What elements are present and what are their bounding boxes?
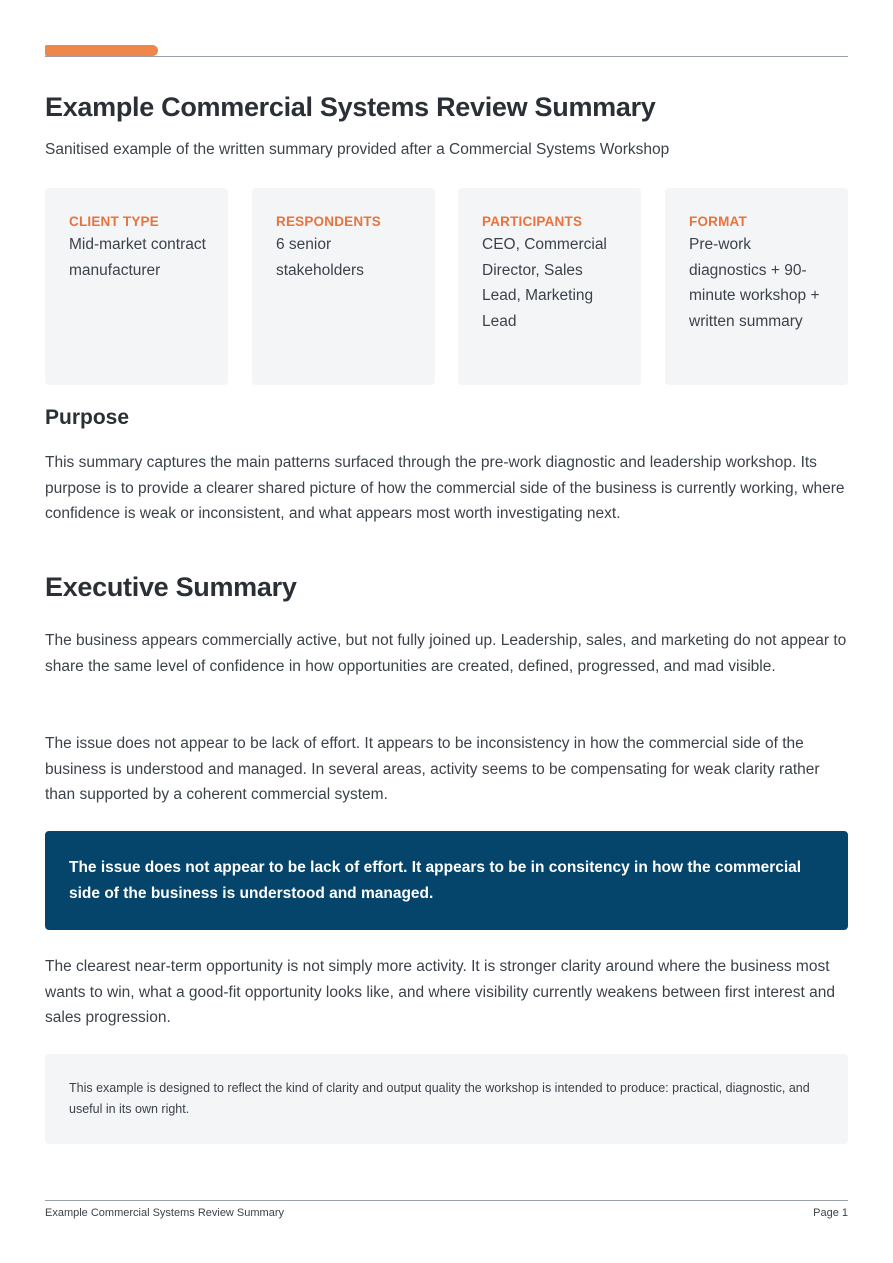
executive-summary-paragraph-2: The issue does not appear to be lack of effort. It appears to be inconsistency in how the commercial side of the business is understood and managed. In several areas, activity seems to be compensating for weak clarity rather than supported by a coherent commercial system.: [45, 735, 820, 804]
page-subtitle: Sanitised example of the written summary provided after a Commercial Systems Workshop: [45, 141, 670, 158]
purpose-paragraph: This summary captures the main patterns surfaced through the pre-work diagnostic and leadership workshop. Its purpose is to provide a clearer shared picture of how the commercial side of the business is currently working, where confidence is weak or inconsistent, and what appears most worth investigating next.: [45, 454, 845, 523]
footer-divider: [45, 1200, 848, 1201]
callout-text: The issue does not appear to be lack of effort. It appears to be in consitency in how the commercial side of the business is understood and managed.: [69, 859, 802, 902]
footer-page-number: Page 1: [813, 1207, 848, 1219]
card-value: Mid-market contract manufacturer: [69, 236, 206, 279]
card-value: Pre-work diagnostics + 90-minute workshop + written summary: [689, 236, 820, 330]
top-accent-bar: [45, 45, 158, 56]
card-value: CEO, Commercial Director, Sales Lead, Marketing Lead: [482, 236, 607, 330]
card-participants: [458, 188, 641, 385]
executive-summary-paragraph-3: The clearest near-term opportunity is not simply more activity. It is stronger clarity around where the business most wants to win, what a good-fit opportunity looks like, and where visibility currently weakens between first interest and sales progression.: [45, 958, 836, 1027]
card-format: [665, 188, 848, 385]
card-label: FORMAT: [689, 214, 747, 229]
card-label: PARTICIPANTS: [482, 214, 583, 229]
card-value: 6 senior stakeholders: [276, 236, 364, 279]
card-respondents: [252, 188, 435, 385]
page-title: Example Commercial Systems Review Summary: [45, 92, 656, 122]
footer-document-title: Example Commercial Systems Review Summary: [45, 1207, 284, 1219]
executive-summary-heading: Executive Summary: [45, 572, 297, 602]
top-divider: [45, 56, 848, 57]
card-label: RESPONDENTS: [276, 214, 381, 229]
summary-cards: [45, 188, 848, 385]
card-client-type: [45, 188, 228, 385]
purpose-heading: Purpose: [45, 406, 130, 429]
card-label: CLIENT TYPE: [69, 214, 159, 229]
note-text: This example is designed to reflect the kind of clarity and output quality the workshop is intended to produce: practical, diagnostic, and useful in its own right.: [69, 1081, 810, 1116]
key-insight-callout: [45, 831, 848, 930]
executive-summary-paragraph-1: The business appears commercially active, but not fully joined up. Leadership, sales, and marketing do not appear to share the same level of confidence in how opportunities are created, defined, progressed, and mad visible.: [45, 632, 847, 675]
note-box: [45, 1054, 848, 1144]
